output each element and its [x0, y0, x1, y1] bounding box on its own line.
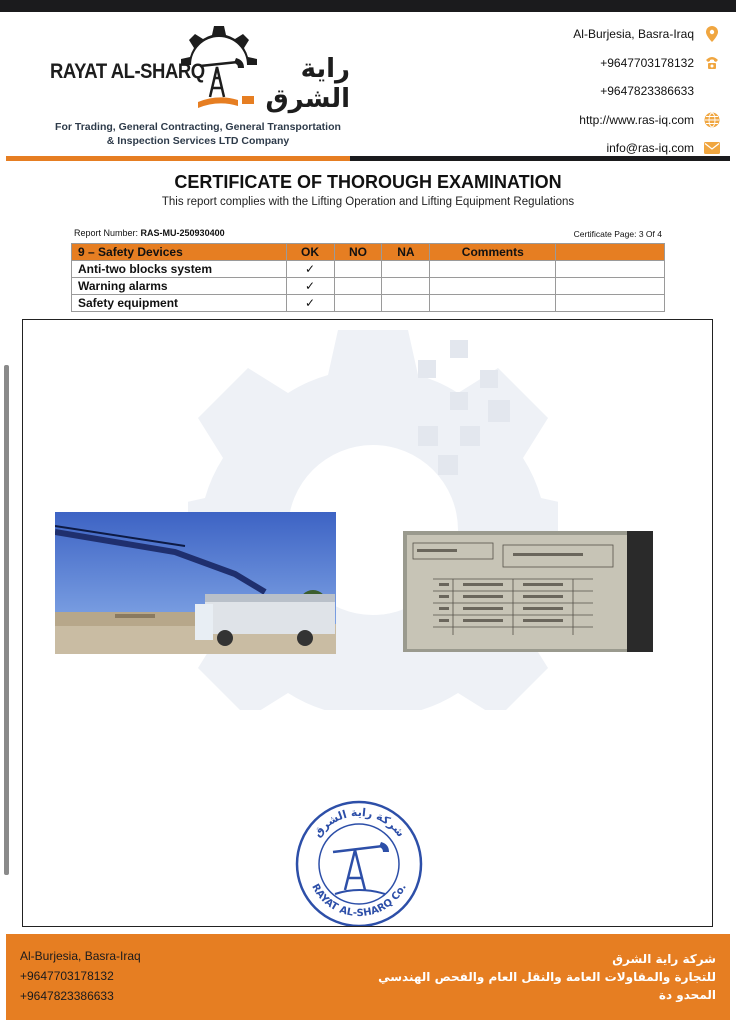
document-subtitle: This report complies with the Lifting Operation and Lifting Equipment Regulations [161, 196, 575, 208]
header-extra [556, 244, 665, 261]
certificate-page: Certificate Page: 3 Of 4 [573, 229, 662, 239]
footer-ar-line-3: المحدو دة [658, 988, 716, 1002]
header-divider-dark [350, 156, 730, 161]
tagline-line-2: & Inspection Services LTD Company [106, 135, 290, 147]
footer-company-ar [316, 950, 716, 1004]
row-ok-check: ✓ [286, 295, 334, 312]
contact-phone-1-text: +9647703178132 [600, 55, 694, 70]
row-na [382, 278, 430, 295]
table-header-row [72, 244, 665, 261]
safety-devices-table [71, 243, 665, 312]
contact-address-text: Al-Burjesia, Basra-Iraq [573, 27, 694, 42]
row-extra [556, 278, 665, 295]
scrollbar[interactable] [4, 365, 9, 875]
tagline-line-1: For Trading, General Contracting, General Transportation [55, 121, 341, 133]
footer-address: Al-Burjesia, Basra-Iraq [20, 949, 141, 963]
rating-plate-photo [403, 531, 653, 652]
contact-phone-1[interactable] [490, 49, 720, 78]
row-no [334, 278, 382, 295]
crane-photo [55, 512, 336, 654]
contact-phone-2[interactable] [490, 77, 720, 106]
contact-address [490, 20, 720, 49]
row-no [334, 295, 382, 312]
table-row [72, 278, 665, 295]
header-na: NA [382, 244, 430, 261]
footer-ar-line-1: شركة راية الشرق [612, 952, 716, 966]
footer-phone-2[interactable]: +9647823386633 [20, 989, 114, 1003]
table-row [72, 261, 665, 278]
row-ok-check: ✓ [286, 261, 334, 278]
photo-evidence-frame [22, 319, 713, 927]
contact-phone-2-text: +9647823386633 [600, 84, 694, 99]
row-item: Anti-two blocks system [72, 261, 287, 278]
header-comments: Comments [430, 244, 556, 261]
stamp-text-ar: شركة راية الشرق [310, 805, 408, 840]
row-item: Warning alarms [72, 278, 287, 295]
header-contacts [490, 20, 720, 163]
company-tagline [50, 120, 346, 148]
header-no: NO [334, 244, 382, 261]
report-number-label: Report Number: [74, 228, 139, 238]
location-pin-icon [704, 26, 720, 42]
company-stamp [293, 798, 425, 927]
report-number-value: RAS-MU-250930400 [140, 228, 225, 238]
top-bar [0, 0, 736, 12]
envelope-icon [704, 140, 720, 156]
row-comments [430, 278, 556, 295]
brand-name-ar: راية الشرق [265, 54, 350, 114]
stamp-text-en: RAYAT AL-SHARQ Co. [309, 882, 409, 920]
footer-contacts [20, 946, 141, 1006]
table-row [72, 295, 665, 312]
document-title: CERTIFICATE OF THOROUGH EXAMINATION [174, 172, 562, 192]
row-na [382, 261, 430, 278]
report-number [74, 228, 225, 238]
row-extra [556, 261, 665, 278]
header-divider-orange [6, 156, 350, 161]
footer-phone-1[interactable]: +9647703178132 [20, 969, 114, 983]
row-ok-check: ✓ [286, 278, 334, 295]
page-footer [6, 934, 730, 1020]
contact-website[interactable] [490, 106, 720, 135]
row-comments [430, 295, 556, 312]
row-item: Safety equipment [72, 295, 287, 312]
header-ok: OK [286, 244, 334, 261]
header-section: 9 – Safety Devices [72, 244, 287, 261]
contact-email-text[interactable]: info@ras-iq.com [606, 141, 694, 156]
row-extra [556, 295, 665, 312]
contact-website-text[interactable]: http://www.ras-iq.com [579, 112, 694, 127]
svg-text:RAYAT AL-SHARQ Co. [309, 882, 409, 919]
row-na [382, 295, 430, 312]
globe-icon [704, 112, 720, 128]
brand-name-en: RAYAT AL-SHARQ [50, 60, 205, 83]
company-logo [50, 20, 350, 116]
row-no [334, 261, 382, 278]
footer-ar-line-2: للتجارة والمقاولات العامة والنقل العام والفحص الهندسي [378, 970, 716, 984]
phone-icon [704, 55, 720, 71]
row-comments [430, 261, 556, 278]
